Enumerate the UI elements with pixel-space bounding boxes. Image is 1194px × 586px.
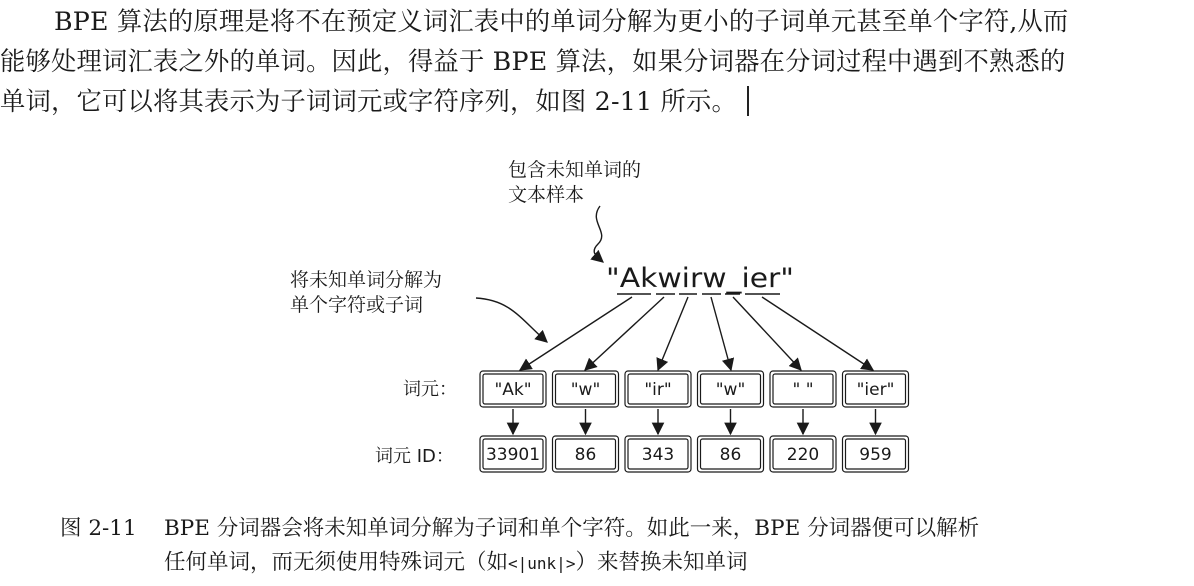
token-id-box [553,436,619,472]
token-box [843,371,909,407]
caption-text-2a: 任何单词，而无须使用特殊词元（如 [164,550,509,575]
split-label-line-2: 单个字符或子词 [290,294,424,316]
subword-to-token-arrows [520,297,873,370]
token-box-label: "ier" [856,380,895,400]
caption-line-2 [60,546,1160,581]
token-id-row [480,409,909,472]
token-box-label: " " [792,380,814,400]
sample-pointer-arrow [594,206,603,262]
token-id-box [625,436,691,472]
token-id-box-label: 959 [859,445,892,465]
token-box-label: "w" [715,380,746,400]
caption-line-1 [60,512,1160,546]
token-box [480,371,546,407]
tokens-row-label: 词元： [403,379,457,400]
token-box-label: "Ak" [494,380,532,400]
token-box-label: "ir" [644,380,672,400]
token-box [625,371,691,407]
caption-text-1: BPE 分词器会将未知单词分解为子词和单个字符。如此一来，BPE 分词器便可以解析 [164,516,980,541]
token-box [553,371,619,407]
token-id-box [698,436,764,472]
token-id-box-label: 86 [719,445,742,465]
paragraph-line-3-text: 单词，它可以将其表示为子词词元或字符序列，如图 2-11 所示。 [0,87,738,116]
token-id-box-label: 86 [574,445,597,465]
token-id-box [843,436,909,472]
split-pointer-arrow [476,298,547,342]
ids-row-label: 词元 ID： [375,446,454,467]
token-box [698,371,764,407]
paragraph-line-1: BPE 算法的原理是将不在预定义词汇表中的单词分解为更小的子词单元甚至单个字符,从而 [54,7,1069,36]
token-box-label: "w" [570,380,601,400]
token-row [480,371,909,407]
token-id-box [480,436,546,472]
token-id-box-label: 343 [641,445,675,465]
paragraph-line-2: 能够处理词汇表之外的单词。因此，得益于 BPE 算法，如果分词器在分词过程中遇到不熟悉的 [0,47,1066,76]
token-id-box-label: 220 [786,445,820,465]
caption-text-2b: ）来替换未知单词 [575,550,748,575]
split-label-line-1: 将未知单词分解为 [290,269,443,291]
caption-number: 图 2-11 [60,516,137,541]
sample-label-line-2: 文本样本 [508,184,585,206]
sample-label-line-1: 包含未知单词的 [508,159,642,181]
figure-caption [60,512,1160,581]
token-id-box [770,436,836,472]
unk-token-code: <|unk|> [508,554,576,573]
sample-text: "Akwirw_ier" [606,263,794,294]
token-id-box-label: 33901 [485,445,541,465]
token-box [770,371,836,407]
